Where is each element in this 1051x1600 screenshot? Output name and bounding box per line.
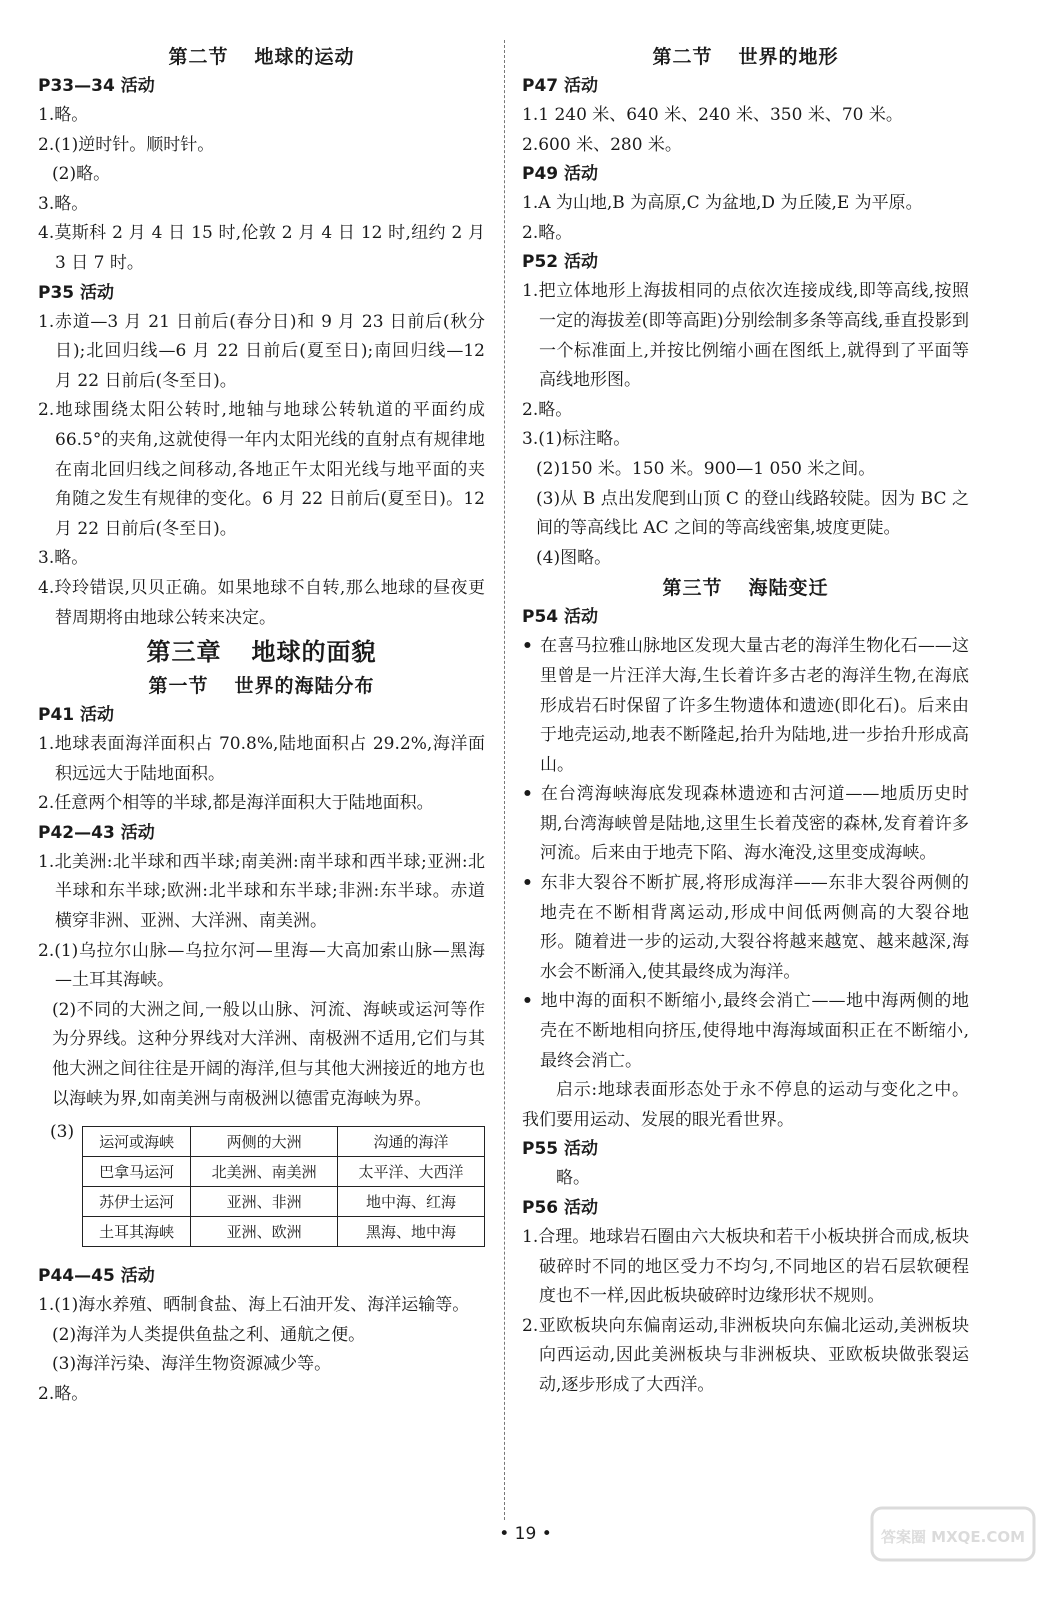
bullet-dot-icon: • [522, 991, 533, 1012]
answer-item: 2.(1)乌拉尔山脉—乌拉尔河—里海—大高加索山脉—黑海—土耳其海峡。 [38, 940, 485, 991]
activity-heading: P56 活动 [522, 1198, 599, 1218]
right-column [522, 42, 969, 1401]
table-header-row [83, 1127, 485, 1157]
table-row [83, 1157, 485, 1187]
watermark-text: 答案圈 MXQE.COM [880, 1528, 1026, 1546]
table-row [83, 1187, 485, 1217]
activity-heading: P54 活动 [522, 607, 599, 628]
left-column [38, 42, 485, 1410]
answer-item: 3.略。 [38, 193, 89, 214]
answer-item: (3)从 B 点出发爬到山顶 C 的登山线路较陡。因为 BC 之间的等高线比 AC 之间的等高线密集,坡度更陡。 [536, 488, 969, 539]
answer-item: 2.略。 [522, 222, 573, 243]
answer-item: 1.赤道—3 月 21 日前后(春分日)和 9 月 23 日前后(秋分日);北回归线—6 月 22 日前后(夏至日);南回归线—12 月 22 日前后(冬至日)。 [38, 311, 485, 391]
answer-item: 1.略。 [38, 105, 89, 125]
activity-heading: P44—45 活动 [38, 1266, 155, 1287]
bullet-item: • 在台湾海峡海底发现森林遗迹和古河道——地质历史时期,台湾海峡曾是陆地,这里生长着茂密的森林,发育着许多河流。后来由于地壳下陷、海水淹没,这里变成海峡。 [522, 780, 969, 869]
answer-item: 4.莫斯科 2 月 4 日 15 时,伦敦 2 月 4 日 12 时,纽约 2 月 3 日 7 时。 [38, 223, 485, 273]
bullet-item: • 东非大裂谷不断扩展,将形成海洋——东非大裂谷两侧的地壳在不断相背离运动,形成中间低两侧高的大裂谷地形。随着进一步的运动,大裂谷将越来越宽、越来越深,海水会不断涌入,使其最终成为海洋。 [522, 869, 969, 987]
bullet-dot-icon: • [522, 873, 533, 894]
chapter-title: 第三章 地球的面貌 [146, 637, 377, 667]
strait-canal-table-block [38, 1120, 485, 1256]
table-cell: 亚洲、欧洲 [191, 1217, 338, 1247]
answer-item: (3)海洋污染、海洋生物资源减少等。 [52, 1354, 332, 1375]
answer-item: (2)略。 [52, 164, 111, 185]
activity-heading: P52 活动 [522, 252, 599, 273]
activity-heading: P33—34 活动 [38, 76, 155, 96]
table-header-cell: 运河或海峡 [83, 1127, 191, 1157]
table-header-cell: 沟通的海洋 [338, 1127, 485, 1157]
answer-item: 2.600 米、280 米。 [522, 134, 682, 155]
table-cell: 土耳其海峡 [83, 1217, 191, 1247]
answer-item: 2.(1)逆时针。顺时针。 [38, 134, 215, 155]
table-cell: 黑海、地中海 [338, 1217, 485, 1247]
bullet-dot-icon: • [522, 636, 533, 657]
activity-heading: P41 活动 [38, 705, 115, 726]
answer-item: (2)不同的大洲之间,一般以山脉、河流、海峡或运河等作为分界线。这种分界线对大洋洲、南极洲不适用,它们与其他大洲之间往往是开阔的海洋,但与其他大洲接近的地方也以海峡为界,如南美洲与南极洲以德雷克海峡为界。 [52, 999, 485, 1109]
answer-item: 2.地球围绕太阳公转时,地轴与地球公转轨道的平面约成 66.5°的夹角,这就使得一年内太阳光线的直射点有规律地在南北回归线之间移动,各地正午太阳光线与地平面的夹角随之发生有规律的变化。6 月 22 日前后(夏至日)。12 月 22 日前后(冬至日)。 [38, 400, 485, 539]
answer-item: 1.合理。地球岩石圈由六大板块和若干小板块拼合而成,板块破碎时不同的地区受力不均匀,不同地区的岩石层软硬程度也不一样,因此板块破碎时边缘形状不规则。 [522, 1227, 969, 1307]
answer-item: (4)图略。 [536, 547, 612, 568]
table-cell: 巴拿马运河 [83, 1157, 191, 1187]
answer-item: 1.地球表面海洋面积占 70.8%,陆地面积占 29.2%,海洋面积远远大于陆地面积。 [38, 734, 485, 784]
answer-item: 3.略。 [38, 548, 89, 569]
table-header-cell: 两侧的大洲 [191, 1127, 338, 1157]
activity-heading: P49 活动 [522, 164, 599, 185]
answer-item: 1.北美洲:北半球和西半球;南美洲:南半球和西半球;亚洲:北半球和东半球;欧洲:北半球和东半球;非洲:东半球。赤道横穿非洲、亚洲、大洋洲、南美洲。 [38, 851, 485, 932]
answer-item: 2.略。 [522, 399, 573, 420]
watermark-logo [868, 1502, 1038, 1590]
table-cell: 亚洲、非洲 [191, 1187, 338, 1217]
answer-item: 略。 [556, 1168, 590, 1189]
answer-item: (2)150 米。150 米。900—1 050 米之间。 [536, 458, 876, 479]
answer-item: (2)海洋为人类提供鱼盐之利、通航之便。 [52, 1324, 366, 1345]
answer-item: 1.1 240 米、640 米、240 米、350 米、70 米。 [522, 105, 903, 125]
column-divider [504, 40, 505, 1520]
activity-heading: P35 活动 [38, 282, 115, 303]
answer-item: 1.A 为山地,B 为高原,C 为盆地,D 为丘陵,E 为平原。 [522, 193, 923, 214]
activity-heading: P47 活动 [522, 76, 599, 96]
strait-canal-table [82, 1126, 485, 1247]
table-cell: 苏伊士运河 [83, 1187, 191, 1217]
answer-item: 4.玲玲错误,贝贝正确。如果地球不自转,那么地球的昼夜更替周期将由地球公转来决定。 [38, 577, 485, 628]
activity-heading: P42—43 活动 [38, 822, 155, 843]
section-title: 第一节 世界的海陆分布 [148, 675, 375, 698]
table-cell: 太平洋、大西洋 [338, 1157, 485, 1187]
page-number: • 19 • [499, 1524, 552, 1544]
table-cell: 地中海、红海 [338, 1187, 485, 1217]
section-title: 第二节 世界的地形 [652, 46, 839, 68]
activity-heading: P55 活动 [522, 1139, 599, 1160]
bullet-item: • 在喜马拉雅山脉地区发现大量古老的海洋生物化石——这里曾是一片汪洋大海,生长着许多古老的海洋生物,在海底形成岩石时保留了许多生物遗体和遗迹(即化石)。后来由于地壳运动,地表不断隆起,抬升为陆地,进一步抬升形成高山。 [522, 632, 969, 780]
answer-item: 3.(1)标注略。 [522, 429, 631, 450]
insight-paragraph: 启示:地球表面形态处于永不停息的运动与变化之中。我们要用运动、发展的眼光看世界。 [522, 1080, 969, 1130]
section-title: 第二节 地球的运动 [168, 46, 355, 68]
bullet-dot-icon: • [522, 784, 533, 805]
answer-item: 2.任意两个相等的半球,都是海洋面积大于陆地面积。 [38, 793, 434, 814]
table-cell: 北美洲、南美洲 [191, 1157, 338, 1187]
answer-item: 2.亚欧板块向东偏南运动,非洲板块向东偏北运动,美洲板块向西运动,因此美洲板块与非洲板块、亚欧板块做张裂运动,逐步形成了大西洋。 [522, 1315, 969, 1395]
answer-item: 2.略。 [38, 1384, 89, 1404]
bullet-item: • 地中海的面积不断缩小,最终会消亡——地中海两侧的地壳在不断地相向挤压,使得地中海海域面积正在不断缩小,最终会消亡。 [522, 987, 969, 1076]
section-title: 第三节 海陆变迁 [662, 577, 829, 600]
answer-item: 1.把立体地形上海拔相同的点依次连接成线,即等高线,按照一定的海拔差(即等高距)分别绘制多条等高线,垂直投影到一个标准面上,并按比例缩小画在图纸上,就得到了平面等高线地形图。 [522, 281, 969, 391]
table-row [83, 1217, 485, 1247]
table-label: (3) [50, 1122, 75, 1143]
answer-item: 1.(1)海水养殖、晒制食盐、海上石油开发、海洋运输等。 [38, 1295, 470, 1316]
